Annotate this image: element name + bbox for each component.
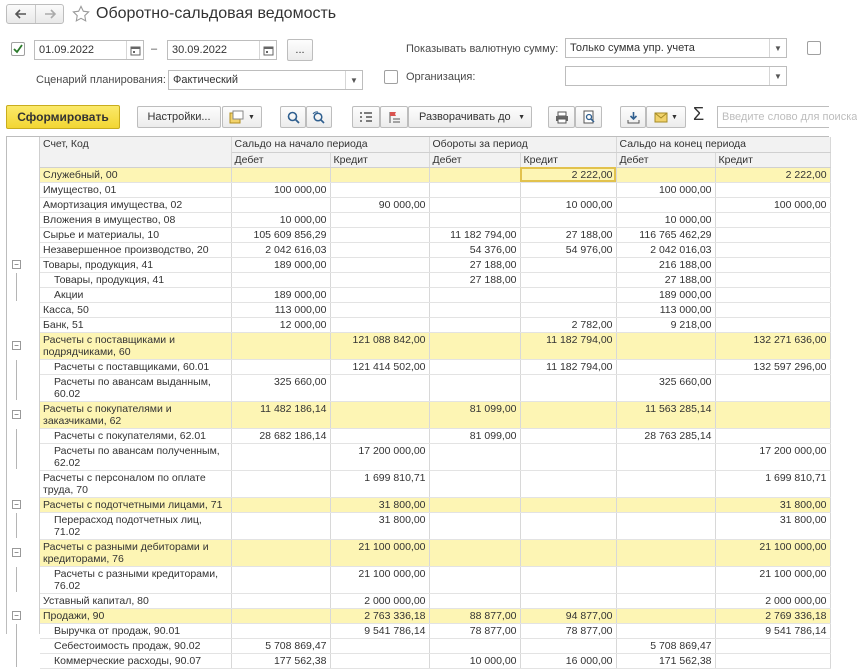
currency-label: Показывать валютную сумму: — [406, 43, 559, 55]
amount-cell[interactable] — [616, 566, 715, 593]
table-row[interactable] — [40, 302, 830, 317]
table-row[interactable] — [40, 272, 830, 287]
account-cell[interactable]: Расчеты с покупателями, 62.01 — [40, 428, 231, 443]
table-row[interactable] — [40, 443, 830, 470]
amount-cell[interactable]: 27 188,00 — [520, 227, 616, 242]
amount-cell[interactable] — [330, 317, 429, 332]
amount-cell[interactable]: 27 188,00 — [429, 272, 520, 287]
table-row[interactable] — [40, 497, 830, 512]
find-next-button[interactable] — [306, 106, 332, 128]
amount-cell[interactable]: 2 769 336,18 — [715, 608, 830, 623]
amount-cell[interactable]: 9 541 786,14 — [715, 623, 830, 638]
amount-cell[interactable]: 1 699 810,71 — [715, 470, 830, 497]
amount-cell[interactable] — [616, 623, 715, 638]
amount-cell[interactable] — [429, 167, 520, 182]
amount-cell[interactable] — [429, 593, 520, 608]
amount-cell[interactable]: 31 800,00 — [330, 497, 429, 512]
account-cell[interactable]: Выручка от продаж, 90.01 — [40, 623, 231, 638]
amount-cell[interactable] — [330, 272, 429, 287]
amount-cell[interactable]: 100 000,00 — [231, 182, 330, 197]
amount-cell[interactable] — [616, 593, 715, 608]
amount-cell[interactable] — [330, 227, 429, 242]
amount-cell[interactable] — [429, 359, 520, 374]
table-row[interactable] — [40, 257, 830, 272]
table-row[interactable] — [40, 539, 830, 566]
scenario-select[interactable]: Фактический ▼ — [168, 70, 363, 90]
amount-cell[interactable] — [616, 332, 715, 359]
account-cell[interactable]: Расчеты с поставщиками и подрядчиками, 60 — [40, 332, 231, 359]
amount-cell[interactable] — [616, 512, 715, 539]
printer-icon — [555, 111, 569, 124]
amount-cell[interactable] — [616, 167, 715, 182]
opening-balance-header[interactable]: Сальдо на начало периода — [231, 137, 429, 152]
amount-cell[interactable]: 11 182 794,00 — [520, 332, 616, 359]
organization-checkbox[interactable] — [384, 70, 398, 84]
amount-cell[interactable] — [231, 608, 330, 623]
amount-cell[interactable]: 121 414 502,00 — [330, 359, 429, 374]
amount-cell[interactable]: 2 782,00 — [520, 317, 616, 332]
amount-cell[interactable] — [520, 539, 616, 566]
table-row[interactable] — [40, 566, 830, 593]
amount-cell[interactable] — [616, 359, 715, 374]
find-button[interactable] — [280, 106, 306, 128]
report-variant-icon — [229, 110, 245, 124]
table-row[interactable] — [40, 197, 830, 212]
date-range-dash: – — [151, 43, 158, 55]
amount-cell[interactable] — [429, 332, 520, 359]
account-cell[interactable]: Акции — [40, 287, 231, 302]
account-cell[interactable]: Расчеты с разными дебиторами и кредиторами, 76 — [40, 539, 231, 566]
navigation-buttons — [6, 4, 64, 24]
account-cell[interactable]: Касса, 50 — [40, 302, 231, 317]
chevron-down-icon: ▼ — [671, 113, 678, 121]
amount-cell[interactable] — [715, 374, 830, 401]
amount-cell[interactable]: 10 000,00 — [429, 653, 520, 668]
tree-line — [16, 273, 17, 301]
amount-cell[interactable] — [330, 653, 429, 668]
amount-cell[interactable] — [330, 287, 429, 302]
amount-cell[interactable] — [429, 539, 520, 566]
amount-cell[interactable]: 21 100 000,00 — [715, 566, 830, 593]
account-cell[interactable]: Амортизация имущества, 02 — [40, 197, 231, 212]
account-cell[interactable]: Продажи, 90 — [40, 608, 231, 623]
table-row[interactable] — [40, 242, 830, 257]
report-table-body — [40, 167, 830, 668]
amount-cell[interactable]: 28 682 186,14 — [231, 428, 330, 443]
collapse-toggle-icon[interactable]: − — [12, 500, 21, 509]
tree-line — [16, 513, 17, 538]
amount-cell[interactable] — [429, 374, 520, 401]
tree-line — [16, 360, 17, 400]
account-cell[interactable]: Сырье и материалы, 10 — [40, 227, 231, 242]
amount-cell[interactable]: 121 088 842,00 — [330, 332, 429, 359]
closing-balance-header[interactable]: Сальдо на конец периода — [616, 137, 830, 152]
envelope-icon — [654, 112, 668, 123]
account-cell[interactable]: Вложения в имущество, 08 — [40, 212, 231, 227]
amount-cell[interactable]: 189 000,00 — [616, 287, 715, 302]
amount-cell[interactable] — [330, 212, 429, 227]
amount-cell[interactable] — [520, 638, 616, 653]
amount-cell[interactable] — [520, 497, 616, 512]
amount-cell[interactable] — [715, 302, 830, 317]
amount-cell[interactable]: 31 800,00 — [330, 512, 429, 539]
amount-cell[interactable] — [520, 272, 616, 287]
group-levels-button[interactable] — [352, 106, 380, 128]
amount-cell[interactable] — [715, 182, 830, 197]
collapse-toggle-icon[interactable]: − — [12, 548, 21, 557]
table-row[interactable] — [40, 359, 830, 374]
amount-cell[interactable] — [520, 428, 616, 443]
amount-cell[interactable] — [429, 638, 520, 653]
credit-header[interactable]: Кредит — [330, 152, 429, 167]
turnover-header[interactable]: Обороты за период — [429, 137, 616, 152]
generate-button[interactable]: Сформировать — [6, 105, 120, 129]
account-cell[interactable]: Коммерческие расходы, 90.07 — [40, 653, 231, 668]
account-cell[interactable]: Товары, продукция, 41 — [40, 272, 231, 287]
amount-cell[interactable] — [429, 212, 520, 227]
table-row[interactable] — [40, 167, 830, 182]
credit-header[interactable]: Кредит — [715, 152, 830, 167]
search-next-icon — [312, 111, 326, 124]
amount-cell[interactable]: 116 765 462,29 — [616, 227, 715, 242]
forward-arrow-icon[interactable] — [35, 5, 63, 23]
amount-cell[interactable] — [520, 512, 616, 539]
checkmark-icon — [13, 44, 23, 54]
amount-cell[interactable] — [231, 539, 330, 566]
amount-cell[interactable]: 2 763 336,18 — [330, 608, 429, 623]
print-button[interactable] — [548, 106, 575, 128]
table-row[interactable] — [40, 593, 830, 608]
amount-cell[interactable] — [330, 428, 429, 443]
amount-cell[interactable]: 2 000 000,00 — [330, 593, 429, 608]
amount-cell[interactable] — [715, 272, 830, 287]
amount-cell[interactable]: 189 000,00 — [231, 257, 330, 272]
amount-cell[interactable]: 100 000,00 — [715, 197, 830, 212]
amount-cell[interactable]: 11 563 285,14 — [616, 401, 715, 428]
amount-cell[interactable]: 31 800,00 — [715, 512, 830, 539]
amount-cell[interactable] — [330, 257, 429, 272]
account-cell[interactable]: Служебный, 00 — [40, 167, 231, 182]
amount-cell[interactable] — [231, 566, 330, 593]
organization-label: Организация: — [406, 71, 476, 83]
amount-cell[interactable] — [231, 512, 330, 539]
collapse-toggle-icon[interactable]: − — [12, 410, 21, 419]
calendar-icon[interactable] — [259, 41, 276, 59]
amount-cell[interactable]: 11 182 794,00 — [520, 359, 616, 374]
amount-cell[interactable] — [231, 359, 330, 374]
amount-cell[interactable]: 105 609 856,29 — [231, 227, 330, 242]
amount-cell[interactable] — [616, 608, 715, 623]
account-cell[interactable]: Расчеты с разными кредиторами, 76.02 — [40, 566, 231, 593]
table-row[interactable] — [40, 374, 830, 401]
amount-cell[interactable]: 132 271 636,00 — [715, 332, 830, 359]
amount-cell[interactable] — [715, 317, 830, 332]
chevron-down-icon[interactable]: ▼ — [769, 67, 786, 85]
account-cell[interactable]: Расчеты с поставщиками, 60.01 — [40, 359, 231, 374]
amount-cell[interactable] — [616, 443, 715, 470]
variant-menu-button[interactable] — [222, 106, 262, 128]
preview-icon — [582, 110, 596, 124]
flag-list-icon — [387, 111, 401, 124]
chevron-down-icon[interactable]: ▼ — [345, 71, 362, 89]
table-row[interactable] — [40, 608, 830, 623]
calendar-icon[interactable] — [126, 41, 143, 59]
send-mail-button[interactable] — [646, 106, 686, 128]
amount-cell[interactable] — [429, 566, 520, 593]
amount-cell[interactable]: 325 660,00 — [231, 374, 330, 401]
amount-cell[interactable] — [231, 197, 330, 212]
scenario-label: Сценарий планирования: — [36, 74, 166, 86]
period-checkbox[interactable] — [11, 42, 25, 56]
currency-extra-checkbox[interactable] — [807, 41, 821, 55]
amount-cell[interactable] — [520, 593, 616, 608]
amount-cell[interactable] — [231, 167, 330, 182]
tree-gutter — [7, 137, 40, 634]
amount-cell[interactable] — [330, 182, 429, 197]
table-row[interactable] — [40, 227, 830, 242]
amount-cell[interactable]: 88 877,00 — [429, 608, 520, 623]
account-cell[interactable]: Банк, 51 — [40, 317, 231, 332]
amount-cell[interactable] — [330, 242, 429, 257]
account-cell[interactable]: Расчеты с персоналом по оплате труда, 70 — [40, 470, 231, 497]
table-row[interactable] — [40, 428, 830, 443]
account-cell[interactable]: Товары, продукция, 41 — [40, 257, 231, 272]
chevron-down-icon: ▼ — [248, 113, 255, 121]
collapse-toggle-icon[interactable]: − — [12, 611, 21, 620]
amount-cell[interactable]: 325 660,00 — [616, 374, 715, 401]
amount-cell[interactable] — [520, 257, 616, 272]
settings-button[interactable]: Настройки... — [137, 106, 221, 128]
debit-header[interactable]: Дебет — [616, 152, 715, 167]
download-icon — [627, 111, 640, 124]
page-title: Оборотно-сальдовая ведомость — [96, 5, 337, 22]
amount-cell[interactable] — [429, 287, 520, 302]
amount-cell[interactable]: 216 188,00 — [616, 257, 715, 272]
table-row[interactable] — [40, 212, 830, 227]
amount-cell[interactable]: 21 100 000,00 — [715, 539, 830, 566]
amount-cell[interactable] — [429, 512, 520, 539]
amount-cell[interactable]: 132 597 296,00 — [715, 359, 830, 374]
amount-cell[interactable] — [520, 287, 616, 302]
amount-cell[interactable] — [429, 317, 520, 332]
report-table — [40, 137, 831, 669]
amount-cell[interactable] — [715, 287, 830, 302]
table-row[interactable] — [40, 512, 830, 539]
amount-cell[interactable]: 81 099,00 — [429, 428, 520, 443]
amount-cell[interactable]: 2 000 000,00 — [715, 593, 830, 608]
amount-cell[interactable]: 113 000,00 — [616, 302, 715, 317]
collapse-toggle-icon[interactable]: − — [12, 260, 21, 269]
amount-cell[interactable]: 9 541 786,14 — [330, 623, 429, 638]
amount-cell[interactable] — [429, 497, 520, 512]
table-row[interactable] — [40, 623, 830, 638]
list-levels-icon — [359, 111, 373, 124]
amount-cell[interactable] — [616, 197, 715, 212]
amount-cell[interactable]: 28 763 285,14 — [616, 428, 715, 443]
amount-cell[interactable] — [715, 401, 830, 428]
amount-cell[interactable]: 5 708 869,47 — [616, 638, 715, 653]
collapse-toggle-icon[interactable]: − — [12, 341, 21, 350]
amount-cell[interactable] — [429, 182, 520, 197]
amount-cell[interactable]: 78 877,00 — [429, 623, 520, 638]
amount-cell[interactable] — [429, 470, 520, 497]
amount-cell[interactable]: 2 222,00 — [715, 167, 830, 182]
amount-cell[interactable]: 54 976,00 — [520, 242, 616, 257]
amount-cell[interactable]: 10 000,00 — [616, 212, 715, 227]
amount-cell[interactable] — [715, 212, 830, 227]
amount-cell[interactable] — [520, 443, 616, 470]
amount-cell[interactable]: 5 708 869,47 — [231, 638, 330, 653]
tree-line — [16, 567, 17, 592]
amount-cell[interactable]: 54 376,00 — [429, 242, 520, 257]
table-row[interactable] — [40, 287, 830, 302]
amount-cell[interactable] — [231, 332, 330, 359]
amount-cell[interactable]: 177 562,38 — [231, 653, 330, 668]
title-bar — [0, 0, 829, 28]
organization-select[interactable] — [565, 66, 787, 86]
amount-cell[interactable] — [429, 443, 520, 470]
amount-cell[interactable] — [231, 497, 330, 512]
amount-cell[interactable] — [520, 212, 616, 227]
amount-cell[interactable] — [231, 470, 330, 497]
account-cell[interactable]: Расчеты по авансам полученным, 62.02 — [40, 443, 231, 470]
amount-cell[interactable]: 21 100 000,00 — [330, 539, 429, 566]
account-cell[interactable]: Расчеты по авансам выданным, 60.02 — [40, 374, 231, 401]
table-row[interactable] — [40, 332, 830, 359]
amount-cell[interactable] — [616, 539, 715, 566]
amount-cell[interactable]: 17 200 000,00 — [330, 443, 429, 470]
amount-cell[interactable]: 12 000,00 — [231, 317, 330, 332]
amount-cell[interactable]: 31 800,00 — [715, 497, 830, 512]
search-input[interactable]: Введите слово для поиска — [717, 106, 829, 128]
account-cell[interactable]: Расчеты с подотчетными лицами, 71 — [40, 497, 231, 512]
credit-header[interactable]: Кредит — [520, 152, 616, 167]
date-from-field[interactable]: 01.09.2022 — [34, 40, 144, 60]
tree-line — [16, 624, 17, 667]
chevron-down-icon: ▼ — [518, 113, 525, 121]
flag-button[interactable] — [380, 106, 408, 128]
table-row[interactable] — [40, 470, 830, 497]
account-cell[interactable]: Перерасход подотчетных лиц, 71.02 — [40, 512, 231, 539]
date-to-field[interactable]: 30.09.2022 — [167, 40, 277, 60]
amount-cell[interactable] — [520, 182, 616, 197]
amount-cell[interactable]: 81 099,00 — [429, 401, 520, 428]
table-row[interactable] — [40, 638, 830, 653]
amount-cell[interactable]: 10 000,00 — [520, 197, 616, 212]
expand-to-dropdown[interactable]: Разворачивать до ▼ — [408, 106, 532, 128]
amount-cell[interactable]: 27 188,00 — [616, 272, 715, 287]
chevron-down-icon[interactable]: ▼ — [769, 39, 786, 57]
amount-cell[interactable]: 2 042 016,03 — [616, 242, 715, 257]
amount-cell[interactable] — [429, 302, 520, 317]
account-cell[interactable]: Расчеты с покупателями и заказчиками, 62 — [40, 401, 231, 428]
amount-cell[interactable] — [715, 638, 830, 653]
amount-cell[interactable]: 78 877,00 — [520, 623, 616, 638]
amount-cell[interactable] — [231, 272, 330, 287]
amount-cell[interactable]: 17 200 000,00 — [715, 443, 830, 470]
amount-cell[interactable] — [715, 227, 830, 242]
amount-cell[interactable]: 10 000,00 — [231, 212, 330, 227]
amount-cell[interactable]: 11 182 794,00 — [429, 227, 520, 242]
amount-cell[interactable]: 189 000,00 — [231, 287, 330, 302]
amount-cell[interactable] — [715, 242, 830, 257]
account-cell[interactable]: Уставный капитал, 80 — [40, 593, 231, 608]
amount-cell[interactable] — [520, 374, 616, 401]
amount-cell[interactable] — [715, 428, 830, 443]
amount-cell[interactable]: 90 000,00 — [330, 197, 429, 212]
account-cell[interactable]: Имущество, 01 — [40, 182, 231, 197]
amount-cell[interactable] — [231, 443, 330, 470]
save-button[interactable] — [620, 106, 646, 128]
tree-line — [16, 429, 17, 469]
amount-cell[interactable] — [429, 197, 520, 212]
amount-cell[interactable]: 2 042 616,03 — [231, 242, 330, 257]
amount-cell[interactable]: 94 877,00 — [520, 608, 616, 623]
amount-cell[interactable] — [520, 566, 616, 593]
amount-cell[interactable] — [715, 653, 830, 668]
amount-cell[interactable]: 2 222,00 — [520, 167, 616, 182]
account-cell[interactable]: Незавершенное производство, 20 — [40, 242, 231, 257]
amount-cell[interactable] — [330, 302, 429, 317]
favorite-star-icon[interactable] — [72, 5, 90, 23]
amount-cell[interactable] — [616, 497, 715, 512]
amount-cell[interactable]: 171 562,38 — [616, 653, 715, 668]
currency-select[interactable]: Только сумма упр. учета ▼ — [565, 38, 787, 58]
sum-sigma-icon[interactable]: Σ — [693, 104, 705, 124]
amount-cell[interactable] — [520, 302, 616, 317]
amount-cell[interactable] — [330, 167, 429, 182]
amount-cell[interactable] — [231, 623, 330, 638]
amount-cell[interactable] — [616, 470, 715, 497]
table-row[interactable] — [40, 653, 830, 668]
amount-cell[interactable]: 21 100 000,00 — [330, 566, 429, 593]
amount-cell[interactable] — [330, 638, 429, 653]
print-preview-button[interactable] — [575, 106, 602, 128]
period-select-button[interactable]: ... — [287, 39, 313, 61]
amount-cell[interactable] — [330, 401, 429, 428]
debit-header[interactable]: Дебет — [231, 152, 330, 167]
table-row[interactable] — [40, 401, 830, 428]
amount-cell[interactable] — [231, 593, 330, 608]
table-row[interactable] — [40, 182, 830, 197]
amount-cell[interactable]: 16 000,00 — [520, 653, 616, 668]
report-grid — [6, 136, 829, 667]
back-arrow-icon[interactable] — [7, 5, 35, 23]
amount-cell[interactable]: 11 482 186,14 — [231, 401, 330, 428]
table-row[interactable] — [40, 317, 830, 332]
debit-header[interactable]: Дебет — [429, 152, 520, 167]
amount-cell[interactable] — [330, 374, 429, 401]
amount-cell[interactable] — [520, 470, 616, 497]
amount-cell[interactable]: 113 000,00 — [231, 302, 330, 317]
search-icon — [287, 111, 300, 124]
amount-cell[interactable] — [715, 257, 830, 272]
amount-cell[interactable]: 9 218,00 — [616, 317, 715, 332]
amount-cell[interactable]: 1 699 810,71 — [330, 470, 429, 497]
amount-cell[interactable] — [520, 401, 616, 428]
amount-cell[interactable]: 27 188,00 — [429, 257, 520, 272]
amount-cell[interactable]: 100 000,00 — [616, 182, 715, 197]
account-cell[interactable]: Себестоимость продаж, 90.02 — [40, 638, 231, 653]
account-column-header[interactable]: Счет, Код — [40, 137, 231, 167]
